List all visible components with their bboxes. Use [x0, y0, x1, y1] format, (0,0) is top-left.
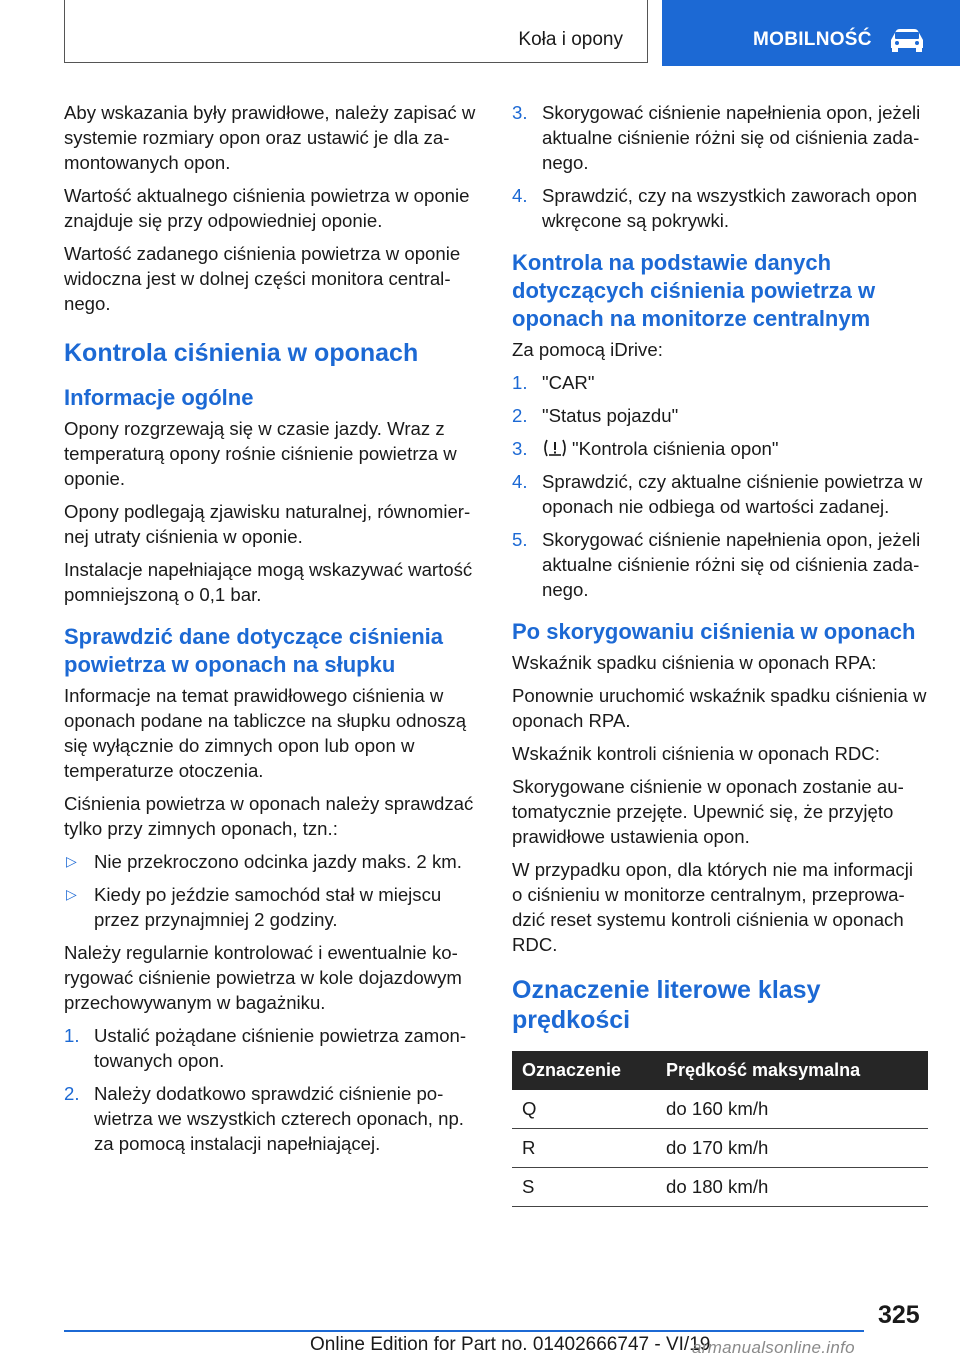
- regular-check-paragraph: Należy regularnie kontrolować i ewentualnie korygować ciśnienie powietrza w kole dojazdowym przechowywanym w bagażniku.: [64, 942, 462, 1013]
- after-paragraph: Wskaźnik spadku ciśnienia w oponach RPA:: [512, 652, 877, 673]
- car-icon: [888, 27, 926, 53]
- table-header-cell: Prędkość maksymalna: [656, 1051, 928, 1090]
- table-row: [512, 1168, 928, 1207]
- footer-divider: [64, 1330, 864, 1332]
- chapter-tab[interactable]: [662, 0, 960, 66]
- table-cell: R: [512, 1129, 656, 1168]
- subsection-heading-monitor: Kontrola na podstawie danych dotyczących ciśnienia powietrza w oponach na monitorze centralnym: [512, 250, 876, 331]
- after-paragraph: Wskaźnik kontroli ciśnienia w oponach RDC:: [512, 743, 880, 764]
- table-cell: do 180 km/h: [656, 1168, 928, 1207]
- intro-paragraph: Wartość zadanego ciśnienia powietrza w oponie widoczna jest w dolnej części monitora centralnego.: [64, 243, 461, 314]
- list-item: ▷ Kiedy po jeździe samochód stał w miejscu przez przynajmniej 2 godziny.: [66, 884, 442, 930]
- list-item: 5. Skorygować ciśnienie napełnienia opon, jeżeli aktualne ciśnienie różni się od ciśnienia zadanego.: [512, 529, 921, 600]
- chapter-tab-label: MOBILNOŚĆ: [753, 29, 872, 50]
- table-cell: do 160 km/h: [656, 1090, 928, 1129]
- list-item: 1. "CAR": [512, 372, 595, 393]
- step-list-continued: [512, 100, 928, 233]
- subsection-heading-general: Informacje ogólne: [64, 385, 254, 410]
- general-paragraph: Instalacje napełniające mogą wskazywać wartość pomniejszoną o 0,1 bar.: [64, 559, 473, 605]
- table-row: [512, 1090, 928, 1129]
- monitor-step-list: [512, 370, 928, 602]
- idrive-paragraph: Za pomocą iDrive:: [512, 339, 663, 360]
- subsection-heading-after: Po skorygowaniu ciśnienia w oponach: [512, 619, 916, 644]
- after-paragraph: Skorygowane ciśnienie w oponach zostanie automatycznie przejęte. Upewnić się, że przyjęto prawidłowe ustawienia opon.: [512, 776, 904, 847]
- intro-paragraph: Aby wskazania były prawidłowe, należy zapisać w systemie rozmiary opon oraz ustawić je dla zamontowanych opon.: [64, 102, 476, 173]
- list-item: 3. Skorygować ciśnienie napełnienia opon, jeżeli aktualne ciśnienie różni się od ciśnienia zadanego.: [512, 102, 921, 173]
- section-title: Koła i opony: [518, 29, 623, 50]
- general-paragraph: Opony rozgrzewają się w czasie jazdy. Wraz z temperaturą opony rośnie ciśnienie powietrza w oponie.: [64, 418, 457, 489]
- left-column: [64, 100, 482, 1164]
- list-item: ▷ Nie przekroczono odcinka jazdy maks. 2 km.: [66, 851, 462, 872]
- triangle-bullet-icon: ▷: [66, 886, 77, 902]
- table-header-cell: Oznaczenie: [512, 1051, 656, 1090]
- list-item: 4. Sprawdzić, czy aktualne ciśnienie powietrza w oponach nie odbiega od wartości zadanej.: [512, 471, 923, 517]
- table-cell: do 170 km/h: [656, 1129, 928, 1168]
- table-row: [512, 1129, 928, 1168]
- page-number: 325: [878, 1301, 920, 1329]
- edition-text: Online Edition for Part no. 01402666747 - VI/19: [310, 1334, 711, 1355]
- bullet-list: [64, 849, 482, 932]
- pillar-paragraph: Ciśnienia powietrza w oponach należy sprawdzać tylko przy zimnych oponach, tzn.:: [64, 793, 474, 839]
- table-cell: Q: [512, 1090, 656, 1129]
- subsection-heading-pillar: Sprawdzić dane dotyczące ciśnienia powietrza w oponach na słupku: [64, 624, 444, 677]
- right-column: [512, 100, 928, 1207]
- speed-class-table: [512, 1051, 928, 1207]
- watermark-text: armanualsonline.info: [692, 1338, 855, 1357]
- after-paragraph: Ponownie uruchomić wskaźnik spadku ciśnienia w oponach RPA.: [512, 685, 927, 731]
- pillar-paragraph: Informacje na temat prawidłowego ciśnienia w oponach podane na tabliczce na słupku odnoszą się wyłącznie do zimnych opon lub opon w temperaturze otoczenia.: [64, 685, 467, 781]
- step-list: [64, 1023, 482, 1156]
- list-item: 3. "Kontrola ciśnienia opon": [512, 438, 779, 459]
- page-header: [0, 0, 960, 66]
- after-paragraph: W przypadku opon, dla których nie ma informacji o ciśnieniu w monitorze centralnym, przeprowadzić reset systemu kontroli ciśnienia w oponach RDC.: [512, 859, 913, 955]
- section-heading-speed: Oznaczenie literowe klasy prędkości: [512, 976, 821, 1034]
- list-item: 2. Należy dodatkowo sprawdzić ciśnienie powietrza we wszystkich czterech oponach, np. za pomocą instalacji napełniającej.: [64, 1083, 464, 1154]
- list-item: 4. Sprawdzić, czy na wszystkich zaworach opon wkręcone są pokrywki.: [512, 185, 918, 231]
- triangle-bullet-icon: ▷: [66, 853, 77, 869]
- section-heading: Kontrola ciśnienia w oponach: [64, 339, 419, 367]
- table-cell: S: [512, 1168, 656, 1207]
- list-item: 2. "Status pojazdu": [512, 405, 679, 426]
- intro-paragraph: Wartość aktualnego ciśnienia powietrza w oponie znajduje się przy odpowiedniej oponie.: [64, 185, 470, 231]
- table-header-row: [512, 1051, 928, 1090]
- general-paragraph: Opony podlegają zjawisku naturalnej, równomiernej utraty ciśnienia w oponie.: [64, 501, 471, 547]
- list-item: 1. Ustalić pożądane ciśnienie powietrza zamontowanych opon.: [64, 1025, 467, 1071]
- section-box: [64, 0, 648, 63]
- tire-pressure-icon: [542, 438, 568, 458]
